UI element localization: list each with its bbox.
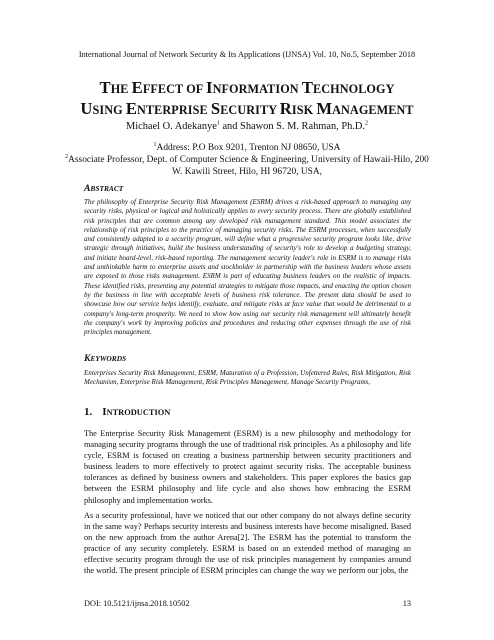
paper-title [40,78,454,120]
title-word: EFFECT OF [131,78,207,97]
introduction-heading: 1. INTRODUCTION [84,406,171,418]
title-word: USING [80,99,126,118]
keywords-text: Enterprises Security Risk Management, ESRM, Maturation of a Profession, Unfettered Rules, Risk Mitigation, Risk Mechanism, Enterprise Risk Management, Risk Principles Management, Manage Security Programs, [84,369,411,387]
abstract-heading: ABSTRACT [84,183,124,194]
author-2-superscript: 2 [365,120,369,127]
title-word: INFORMATION [206,78,302,97]
introduction-paragraph-2: As a security professional, have we noticed that our other company do not always define security in the same way? Perhaps security interests and business interests have become misaligned. Based on the new approach from the author Arena[2]. The ESRM has the potential to transform the practice of any security completely. ESRM is based on an extended method of managing an effective security program through the use of risk principles management by companies around the world. The present principle of ESRM principles can change the way we perform our jobs, the [84,511,411,576]
title-word: TECHNOLOGY [301,78,395,97]
title-word: SECURITY [210,99,280,118]
introduction-paragraph-1: The Enterprise Security Risk Management (ESRM) is a new philosophy and methodology for managing security programs through the use of traditional risk principles. As a philosophy and life cycle, ESRM is focused on creating a business partnership between security practitioners and business leaders to more effectively to protect against security risks. The acceptable business tolerances as defined by business owners and stakeholders. This paper explores the basics gap between the ESRM philosophy and life cycle and also shows how embracing the ESRM philosophy and implementation works. [84,429,411,505]
title-line-2 [40,99,454,120]
author-1-name: Michael O. Adekanye [125,121,217,132]
keywords-heading: KEYWORDS [84,353,127,364]
affiliation-2: $^2$Associate Professor, Dept. of Computer Science & Engineering, University of Hawaii-Hilo, 200 W. Kawili Street, Hilo, HI 96720, USA, [65,153,429,177]
author-1-superscript: 1 [216,120,220,127]
section-number: 1. [84,406,93,418]
author-2-name: and Shawon S. M. Rahman, Ph.D. [219,121,366,132]
doi-text: DOI: 10.5121/ijnsa.2018.10502 [84,599,190,608]
author-line [0,121,494,132]
title-line-1 [40,78,454,99]
affiliation-1: $^1$Address: P.O Box 9201, Trenton NJ 08650, USA [153,141,341,153]
page-footer [84,599,411,608]
title-word: MANAGEMENT [316,99,414,118]
journal-header: International Journal of Network Security & Its Applications (IJNSA) Vol. 10, No.5, September 2018 [78,50,416,59]
abstract-text: The philosophy of Enterprise Security Risk Management (ESRM) drives a risk-based approach to managing any security risks, physical or logical and holistically applies to every security process. There are globally established risk principles that are common among any developed risk management standard. This model associates the relationship of risk principles to the practice of managing security risks. The ESRM processes, when successfully and consistently adapted to a security program, will define what a progressive security program looks like, drive strategic through initiatives, build the business understanding of security's role to develop a budgeting strategy, and initiate board-level, risk-based reporting. The management security leader's role in ESRM is to manage risks and unthinkable harm to enterprise assets and stockholder in partnership with the business leaders whose assets are exposed to those risks management. ESRM is part of educating business leaders on the realistic of impacts. These identified risks, presenting any potential strategies to mitigate those impacts, and enacting the option chosen by the business in line with acceptable levels of business risk tolerance. The present data should be used to showcase how our service helps identify, evaluate, and mitigate risks at face value that would be detrimental to a company's long-term prosperity. We need to show how using our security risk management will ultimately benefit the company's work by improving policies and procedures and reducing other expenses through the use of risk principles management. [84,198,411,337]
page-number: 13 [402,599,411,608]
title-word: ENTERPRISE [125,99,211,118]
title-word: THE [99,78,132,97]
title-word: RISK [279,99,317,118]
